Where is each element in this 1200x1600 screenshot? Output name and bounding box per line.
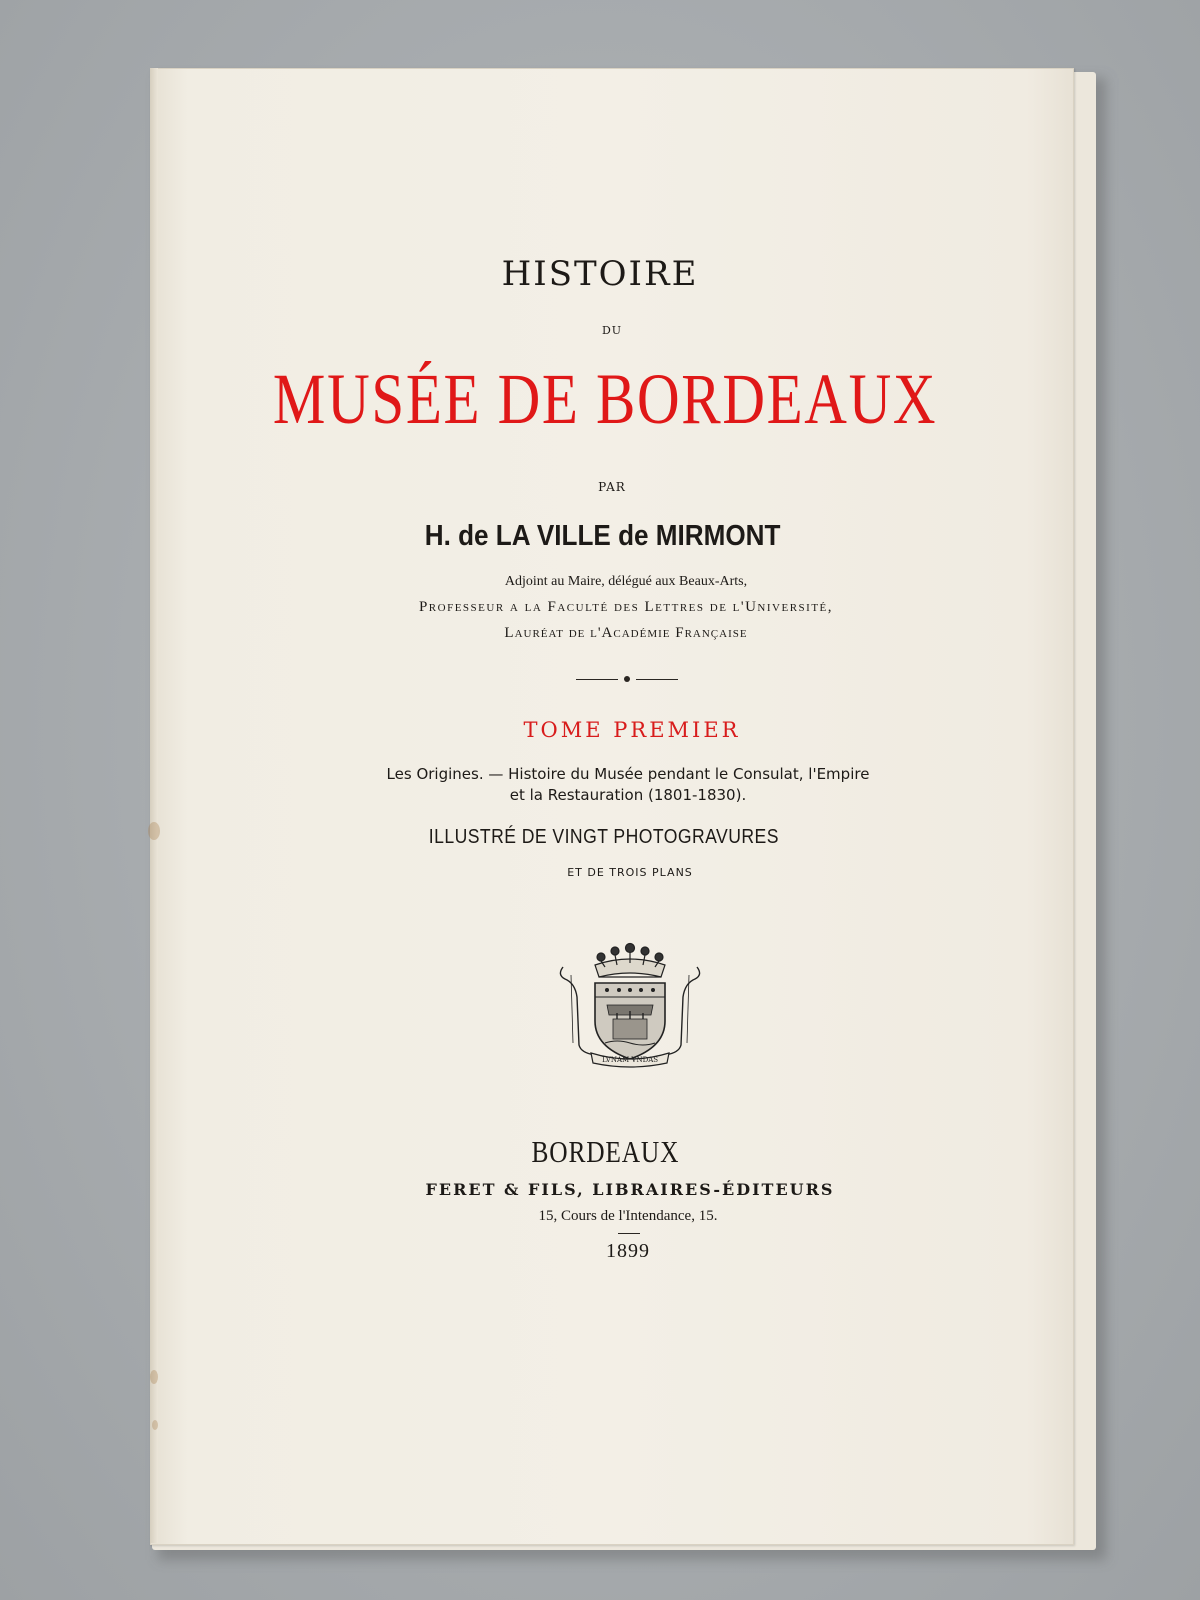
title-musee-de-bordeaux: MUSÉE DE BORDEAUX [272,359,938,439]
plans-note: ET DE TROIS PLANS [567,866,693,879]
publisher-name: FERET & FILS, LIBRAIRES-ÉDITEURS [425,1180,835,1199]
author-role-2: Professeur a la Faculté des Lettres de l'Université, [418,599,834,615]
publisher-city: BORDEAUX [531,1134,680,1169]
small-rule [618,1233,640,1234]
author-role-1: Adjoint au Maire, délégué aux Beaux-Arts, [504,574,748,589]
author-name: H. de LA VILLE de MIRMONT [424,520,781,552]
title-histoire: HISTOIRE [501,254,699,294]
ornamental-divider [576,679,678,681]
illustrated-note: ILLUSTRÉ DE VINGT PHOTOGRAVURES [428,826,779,848]
description-line-1: Les Origines. — Histoire du Musée pendant le Consulat, l'Empire [386,765,870,783]
foxing-stain [152,1420,158,1430]
foxing-stain [150,1370,158,1384]
title-du: DU [601,324,623,337]
crest-motto: LVNAM VNDAS [601,1056,659,1064]
publisher-address: 15, Cours de l'Intendance, 15. [538,1208,718,1224]
publication-year: 1899 [606,1240,650,1262]
author-role-3: Lauréat de l'Académie Française [504,625,748,641]
description-line-2: et la Restauration (1801-1830). [509,786,747,804]
by-label: PAR [598,480,626,494]
volume-label: TOME PREMIER [523,718,741,742]
bordeaux-coat-of-arms-icon [555,935,705,1071]
divider-dot [624,676,630,682]
